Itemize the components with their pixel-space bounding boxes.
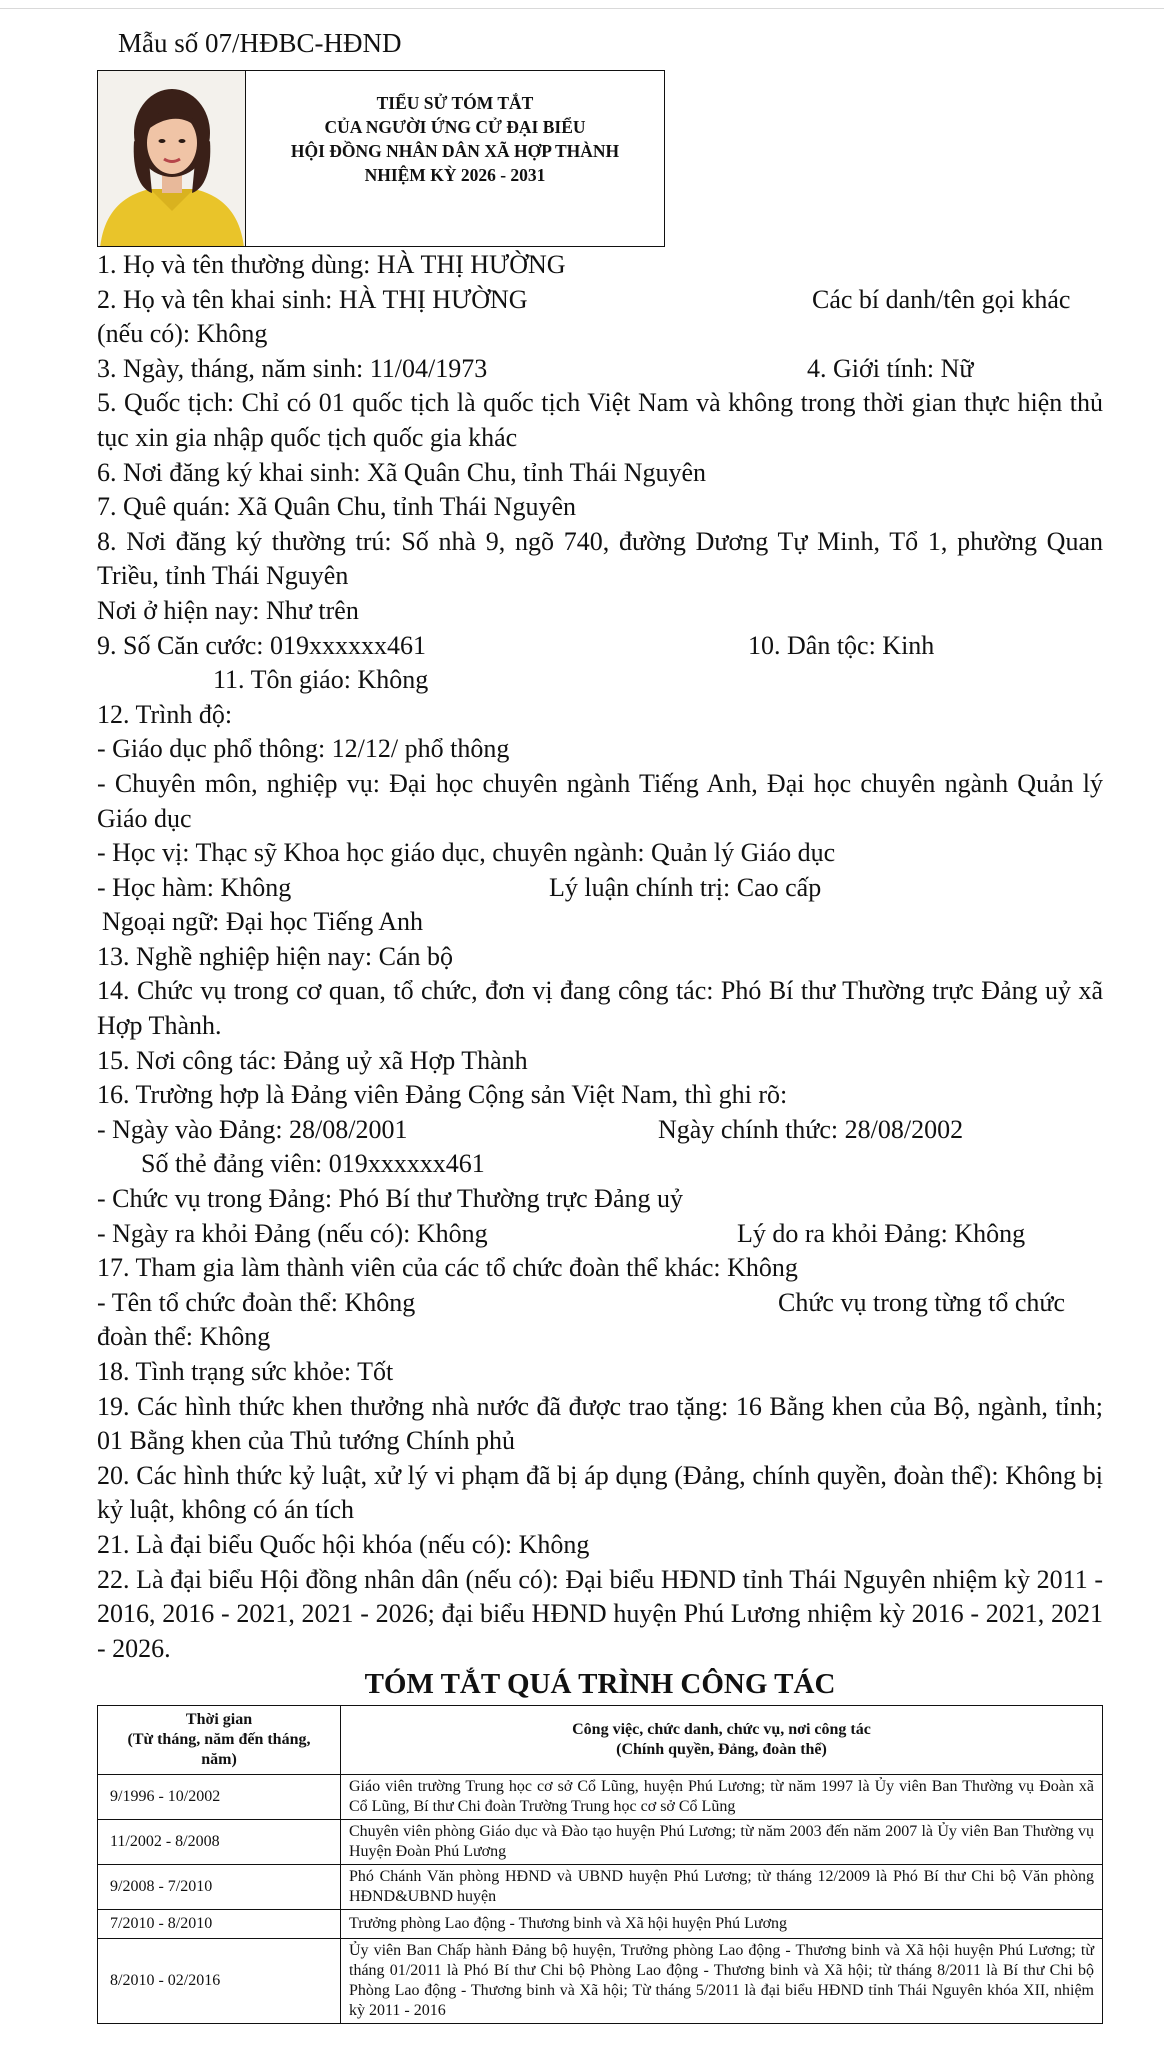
field-ethnicity: 10. Dân tộc: Kinh	[748, 630, 935, 660]
field-academic-degree: - Học vị: Thạc sỹ Khoa học giáo dục, chuyên ngành: Quản lý Giáo dục	[97, 838, 836, 868]
field-political-theory: Lý luận chính trị: Cao cấp	[549, 872, 822, 902]
field-birth-registration: 6. Nơi đăng ký khai sinh: Xã Quân Chu, tỉnh Thái Nguyên	[97, 457, 707, 487]
field-id-number: 9. Số Căn cước: 019xxxxxx461	[97, 630, 426, 660]
field-party-card: Số thẻ đảng viên: 019xxxxxx461	[141, 1149, 485, 1179]
field-specialty: - Chuyên môn, nghiệp vụ: Đại học chuyên ngành Tiếng Anh, Đại học chuyên ngành Quản lý Giáo dục	[97, 768, 1103, 833]
table-row	[98, 1910, 1103, 1939]
title-line: NHIỆM KỲ 2026 - 2031	[364, 165, 546, 185]
field-party-leave-reason: Lý do ra khỏi Đảng: Không	[737, 1218, 1026, 1248]
table-row	[98, 1939, 1103, 2024]
field-permanent-residence: 8. Nơi đăng ký thường trú: Số nhà 9, ngõ 740, đường Dương Tự Minh, Tổ 1, phường Quan Triều, tỉnh Thái Nguyên	[97, 526, 1103, 591]
row-period: 8/2010 - 02/2016	[98, 1939, 341, 2024]
field-org-name: - Tên tổ chức đoàn thể: Không	[97, 1287, 416, 1317]
field-nationality: 5. Quốc tịch: Chỉ có 01 quốc tịch là quốc tịch Việt Nam và không trong thời gian thực hiện thủ tục xin gia nhập quốc tịch quốc gia khác	[97, 388, 1103, 452]
table-row	[98, 1865, 1103, 1910]
field-birth-name-row	[97, 283, 1103, 318]
field-academic-rank: - Học hàm: Không	[97, 872, 292, 902]
field-date-of-birth: 3. Ngày, tháng, năm sinh: 11/04/1973	[97, 353, 488, 383]
row-period: 7/2010 - 8/2010	[98, 1910, 341, 1939]
field-party-position: - Chức vụ trong Đảng: Phó Bí thư Thường trực Đảng uỷ	[97, 1184, 683, 1214]
row-description: Trưởng phòng Lao động - Thương binh và Xã hội huyện Phú Lương	[341, 1910, 1103, 1939]
column-header-period: Thời gian (Từ tháng, năm đến tháng, năm)	[98, 1706, 341, 1775]
field-dob-row	[97, 352, 1103, 387]
field-party-leave-row	[97, 1217, 1103, 1252]
table-row	[98, 1820, 1103, 1865]
field-current-residence: Nơi ở hiện nay: Như trên	[97, 595, 359, 625]
field-party-official-date: Ngày chính thức: 28/08/2002	[658, 1114, 964, 1144]
field-foreign-language: Ngoại ngữ: Đại học Tiếng Anh	[102, 907, 424, 937]
field-education-heading: 12. Trình độ:	[97, 699, 233, 729]
field-party-dates-row	[97, 1113, 1103, 1148]
field-hometown: 7. Quê quán: Xã Quân Chu, tỉnh Thái Nguyên	[97, 492, 576, 522]
field-id-row	[97, 629, 1103, 664]
field-occupation: 13. Nghề nghiệp hiện nay: Cán bộ	[97, 941, 453, 971]
field-national-assembly: 21. Là đại biểu Quốc hội khóa (nếu có): Không	[97, 1529, 590, 1559]
title-line: CỦA NGƯỜI ỨNG CỬ ĐẠI BIỂU	[324, 117, 586, 137]
document-title	[246, 91, 664, 187]
work-history-table	[97, 1705, 1103, 2024]
portrait-photo	[98, 71, 246, 246]
header-box	[97, 70, 665, 247]
field-party-leave-date: - Ngày ra khỏi Đảng (nếu có): Không	[97, 1218, 488, 1248]
field-awards: 19. Các hình thức khen thưởng nhà nước đã được trao tặng: 16 Bằng khen của Bộ, ngành, tỉnh; 01 Bằng khen của Thủ tướng Chính phủ	[97, 1391, 1103, 1456]
column-header-description: Công việc, chức danh, chức vụ, nơi công tác (Chính quyền, Đảng, đoàn thể)	[341, 1706, 1103, 1775]
field-current-position: 14. Chức vụ trong cơ quan, tổ chức, đơn vị đang công tác: Phó Bí thư Thường trực Đảng uỷ xã Hợp Thành.	[97, 976, 1103, 1041]
row-period: 9/1996 - 10/2002	[98, 1775, 341, 1820]
field-common-name: 1. Họ và tên thường dùng: HÀ THỊ HƯỜNG	[97, 250, 566, 279]
portrait-illustration	[98, 71, 246, 246]
field-gender: 4. Giới tính: Nữ	[807, 353, 974, 383]
field-health: 18. Tình trạng sức khỏe: Tốt	[97, 1357, 394, 1386]
row-description: Phó Chánh Văn phòng HĐND và UBND huyện Phú Lương; từ tháng 12/2009 là Phó Bí thư Chi bộ Văn phòng HĐND&UBND huyện	[341, 1865, 1103, 1910]
field-alias-value: (nếu có): Không	[97, 319, 268, 349]
field-party-join-date: - Ngày vào Đảng: 28/08/2001	[97, 1114, 408, 1144]
form-code: Mẫu số 07/HĐBC-HĐND	[118, 28, 402, 58]
title-line: TIỂU SỬ TÓM TẮT	[376, 93, 534, 113]
title-line: HỘI ĐỒNG NHÂN DÂN XÃ HỢP THÀNH	[290, 141, 620, 161]
field-religion: 11. Tôn giáo: Không	[213, 665, 429, 695]
table-header-row	[98, 1706, 1103, 1775]
field-org-role-label: Chức vụ trong từng tổ chức	[778, 1287, 1066, 1317]
field-rank-row	[97, 871, 1103, 906]
row-description: Giáo viên trường Trung học cơ sở Cổ Lũng, huyện Phú Lương; từ năm 1997 là Ủy viên Ban Thường vụ Đoàn xã Cổ Lũng, Bí thư Chi đoàn Trường Trung học cơ sở Cổ Lũng	[341, 1775, 1103, 1820]
field-org-role-value: đoàn thể: Không	[97, 1322, 271, 1352]
field-party-heading: 16. Trường hợp là Đảng viên Đảng Cộng sản Việt Nam, thì ghi rõ:	[97, 1080, 788, 1110]
field-alias-label: Các bí danh/tên gọi khác	[812, 284, 1071, 314]
row-period: 11/2002 - 8/2008	[98, 1820, 341, 1865]
page-top-border	[0, 8, 1164, 9]
field-org-row	[97, 1286, 1103, 1321]
field-workplace: 15. Nơi công tác: Đảng uỷ xã Hợp Thành	[97, 1045, 528, 1075]
field-birth-name: 2. Họ và tên khai sinh: HÀ THỊ HƯỜNG	[97, 284, 528, 314]
field-discipline: 20. Các hình thức kỷ luật, xử lý vi phạm đã bị áp dụng (Đảng, chính quyền, đoàn thể): Không bị kỷ luật, không có án tích	[97, 1460, 1103, 1525]
table-row	[98, 1775, 1103, 1820]
row-period: 9/2008 - 7/2010	[98, 1865, 341, 1910]
work-history-title: TÓM TẮT QUÁ TRÌNH CÔNG TÁC	[364, 1668, 836, 1700]
row-description: Chuyên viên phòng Giáo dục và Đào tạo huyện Phú Lương; từ năm 2003 đến năm 2007 là Ủy viên Ban Thường vụ Huyện Đoàn Phú Lương	[341, 1820, 1103, 1865]
page-bottom-edge	[0, 2038, 1164, 2048]
field-organizations: 17. Tham gia làm thành viên của các tổ chức đoàn thể khác: Không	[97, 1253, 798, 1283]
field-general-education: - Giáo dục phổ thông: 12/12/ phổ thông	[97, 734, 510, 764]
field-peoples-council: 22. Là đại biểu Hội đồng nhân dân (nếu có): Đại biểu HĐND tỉnh Thái Nguyên nhiệm kỳ 2011 - 2016, 2016 - 2021, 2021 - 2026; đại biểu HĐND huyện Phú Lương nhiệm kỳ 2016 - 2021, 2021 - 2026.	[97, 1564, 1103, 1663]
row-description: Ủy viên Ban Chấp hành Đảng bộ huyện, Trưởng phòng Lao động - Thương binh và Xã hội huyện Phú Lương; từ tháng 01/2011 là Phó Bí thư Chi bộ Phòng Lao động - Thương binh và Xã hội; từ tháng 8/2011 là Bí thư Chi bộ Phòng Lao động - Thương binh và Xã hội; Từ tháng 5/2011 là đại biểu HĐND tỉnh Thái Nguyên khóa XII, nhiệm kỳ 2011 - 2016	[341, 1939, 1103, 2024]
biography-fields	[97, 248, 1103, 1666]
